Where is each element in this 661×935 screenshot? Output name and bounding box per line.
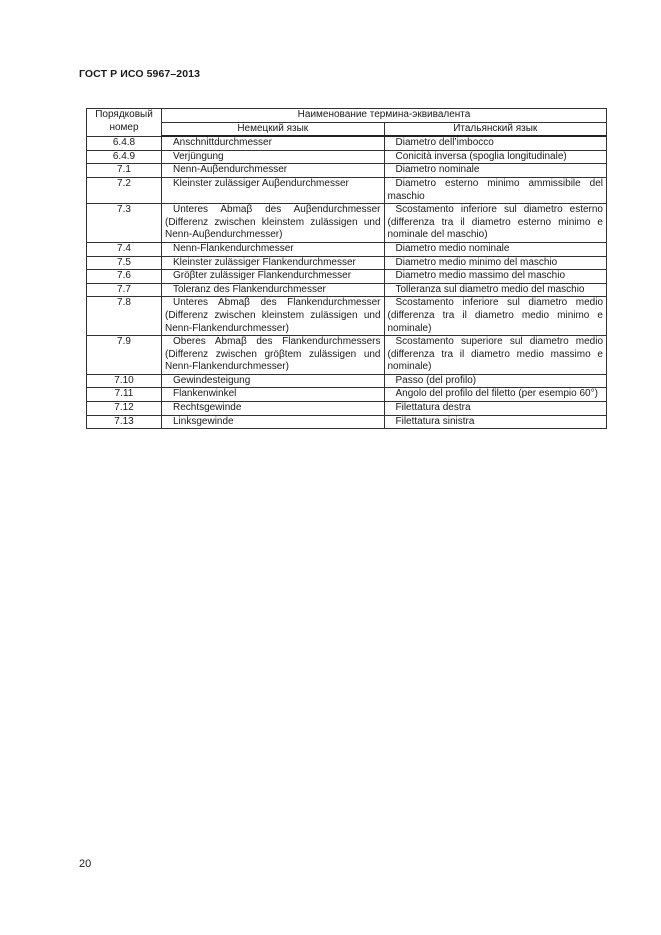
italian-term-text: Scostamento superiore sul diametro medio (differenza tra il diametro medio massimo e nominale): [387, 336, 603, 373]
german-term-text: Flankenwinkel: [173, 388, 237, 400]
german-term-text: Kleinster zulässiger Flankendurchmesser: [173, 256, 356, 268]
german-term-text: Kleinster zulässiger Auβendurchmesser: [173, 177, 349, 189]
table-row: [87, 164, 607, 178]
german-term: [162, 388, 385, 402]
german-term-text: Rechtsgewinde: [173, 402, 242, 414]
term-number-text: 7.13: [114, 415, 134, 427]
table-row: [87, 336, 607, 375]
german-term-text: Verjüngung: [173, 150, 224, 162]
german-term: [162, 415, 385, 429]
term-number-text: 6.4.9: [112, 150, 136, 162]
term-number-text: 7.10: [114, 374, 134, 386]
table-row: [87, 242, 607, 256]
italian-term-text: Passo (del profilo): [395, 374, 477, 386]
german-term: [162, 336, 385, 375]
term-number-text: 7.8: [117, 297, 131, 309]
table-row: [87, 136, 607, 150]
term-number-text: 7.4: [117, 242, 131, 254]
term-number: [87, 256, 162, 270]
term-number-text: 7.5: [117, 256, 131, 268]
italian-term: [384, 283, 607, 297]
table-row: [87, 388, 607, 402]
header-term-group: Наименование термина-эквивалента: [162, 109, 607, 123]
term-number-text: 7.2: [117, 177, 131, 189]
italian-term-text: Diametro medio nominale: [395, 242, 510, 254]
italian-term-text: Scostamento inferiore sul diametro medio (differenza tra il diametro medio minimo e nominale): [387, 297, 603, 334]
table-row: [87, 402, 607, 416]
german-term: [162, 164, 385, 178]
table-row: [87, 177, 607, 203]
german-term: [162, 270, 385, 284]
term-number: [87, 415, 162, 429]
italian-term: [384, 415, 607, 429]
table-body: [87, 136, 607, 429]
italian-term: [384, 297, 607, 336]
term-number-text: 6.4.8: [112, 136, 136, 148]
header-german: Немецкий язык: [162, 122, 385, 136]
table-row: [87, 415, 607, 429]
page-number: 20: [79, 858, 92, 870]
italian-term: [384, 242, 607, 256]
italian-term: [384, 402, 607, 416]
term-number: [87, 242, 162, 256]
term-number: [87, 374, 162, 388]
term-number-text: 7.3: [117, 204, 131, 216]
term-number: [87, 204, 162, 243]
german-term-text: Unteres Abmaβ des Flankendurchmesser (Differenz zwischen kleinstem zulässigen und Nenn-Flankendurchmesser): [165, 297, 381, 334]
german-term-text: Anschnittdurchmesser: [173, 137, 272, 149]
italian-term: [384, 204, 607, 243]
italian-term-text: Diametro esterno minimo ammissibile del maschio: [387, 177, 603, 202]
term-number: [87, 270, 162, 284]
german-term-text: Gröβter zulässiger Flankendurchmesser: [173, 270, 352, 282]
german-term-text: Oberes Abmaβ des Flankendurchmessers (Differenz zwischen gröβtem zulässigen und Nenn-Flankendurchmesser): [165, 336, 381, 373]
german-term: [162, 402, 385, 416]
german-term-text: Nenn-Flankendurchmesser: [173, 242, 294, 254]
term-number: [87, 164, 162, 178]
italian-term: [384, 336, 607, 375]
term-number: [87, 150, 162, 164]
term-number-text: 7.1: [117, 164, 131, 176]
german-term: [162, 256, 385, 270]
italian-term: [384, 270, 607, 284]
italian-term: [384, 164, 607, 178]
term-number: [87, 297, 162, 336]
italian-term: [384, 136, 607, 150]
table-row: [87, 270, 607, 284]
german-term-text: Linksgewinde: [173, 415, 234, 427]
table-row: [87, 204, 607, 243]
term-number: [87, 388, 162, 402]
italian-term-text: Filettatura sinistra: [395, 415, 475, 427]
german-term-text: Unteres Abmaβ des Auβendurchmesser (Differenz zwischen kleinstem zulässigen und Nenn-Auβendurchmesser): [165, 204, 381, 241]
italian-term-text: Scostamento inferiore sul diametro esterno (differenza tra il diametro esterno minimo e nominale del maschio): [387, 204, 603, 241]
italian-term: [384, 256, 607, 270]
term-number: [87, 336, 162, 375]
german-term: [162, 204, 385, 243]
term-number-text: 7.7: [117, 283, 131, 295]
term-number-text: 7.6: [117, 270, 131, 282]
german-term: [162, 297, 385, 336]
table-row: [87, 256, 607, 270]
german-term-text: Gewindesteigung: [173, 374, 251, 386]
italian-term-text: Diametro medio minimo del maschio: [395, 256, 558, 268]
term-number: [87, 402, 162, 416]
term-number: [87, 136, 162, 150]
italian-term-text: Tolleranza sul diametro medio del maschio: [395, 283, 585, 295]
italian-term: [384, 177, 607, 203]
term-number: [87, 283, 162, 297]
term-number: [87, 177, 162, 203]
term-number-text: 7.9: [117, 336, 131, 348]
table-row: [87, 150, 607, 164]
italian-term: [384, 150, 607, 164]
term-number-text: 7.12: [114, 402, 134, 414]
table-row: [87, 283, 607, 297]
header-number: Порядковый номер: [87, 109, 162, 137]
italian-term: [384, 374, 607, 388]
italian-term-text: Angolo del profilo del filetto (per esempio 60°): [395, 388, 598, 400]
italian-term-text: Filettatura destra: [395, 402, 471, 414]
italian-term-text: Conicità inversa (spoglia longitudinale): [395, 150, 567, 162]
german-term-text: Toleranz des Flankendurchmesser: [173, 283, 326, 295]
german-term: [162, 150, 385, 164]
table-row: [87, 374, 607, 388]
table-row: [87, 297, 607, 336]
italian-term-text: Diametro medio massimo del maschio: [395, 270, 566, 282]
header-italian: Итальянский язык: [384, 122, 607, 136]
german-term-text: Nenn-Auβendurchmesser: [173, 164, 288, 176]
german-term: [162, 242, 385, 256]
term-number-text: 7.11: [114, 388, 134, 400]
italian-term-text: Diametro nominale: [395, 164, 480, 176]
german-term: [162, 177, 385, 203]
italian-term-text: Diametro dell’imbocco: [395, 137, 494, 149]
german-term: [162, 136, 385, 150]
german-term: [162, 283, 385, 297]
document-header: ГОСТ Р ИСО 5967–2013: [79, 68, 201, 80]
italian-term: [384, 388, 607, 402]
terms-table: [86, 108, 607, 429]
german-term: [162, 374, 385, 388]
